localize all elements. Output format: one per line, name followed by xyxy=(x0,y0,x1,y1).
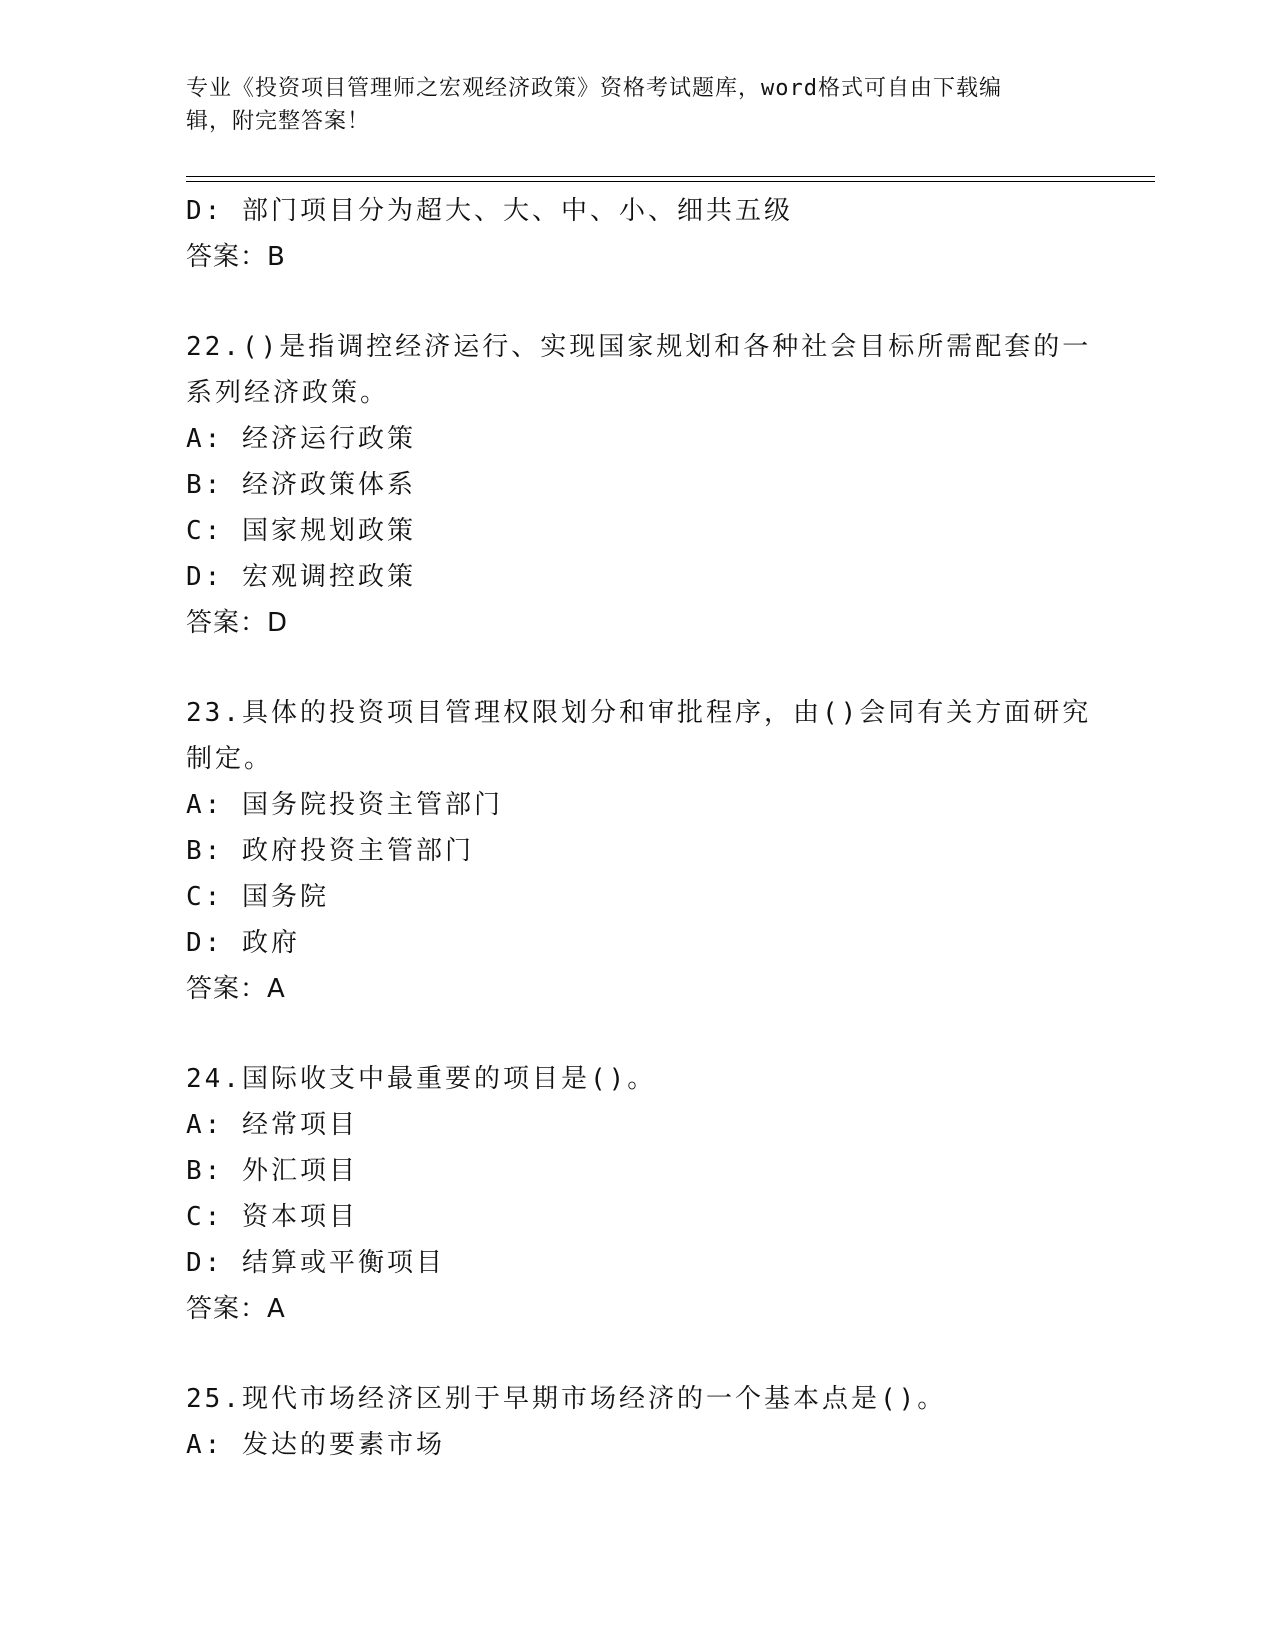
question-23 xyxy=(186,690,1092,1012)
option-a: A: 经常项目 xyxy=(186,1110,358,1140)
option-b: B: 外汇项目 xyxy=(186,1156,358,1186)
option-d: D: 政府 xyxy=(186,928,300,958)
option-a: A: 发达的要素市场 xyxy=(186,1430,445,1460)
document-header xyxy=(186,72,1066,138)
option-d: D: 结算或平衡项目 xyxy=(186,1248,445,1278)
question-stem: 25.现代市场经济区别于早期市场经济的一个基本点是()。 xyxy=(186,1384,947,1414)
answer: 答案：A xyxy=(186,1294,286,1324)
option-b: B: 经济政策体系 xyxy=(186,470,416,500)
question-22 xyxy=(186,324,1092,646)
header-line-1: 专业《投资项目管理师之宏观经济政策》资格考试题库，word格式可自由下载编 xyxy=(186,76,1002,101)
question-stem: 24.国际收支中最重要的项目是()。 xyxy=(186,1064,657,1094)
option-a: A: 国务院投资主管部门 xyxy=(186,790,503,820)
answer: 答案：D xyxy=(186,608,289,638)
question-list xyxy=(186,188,1092,1468)
option-c: C: 国务院 xyxy=(186,882,329,912)
question-24 xyxy=(186,1056,1086,1332)
header-rule-bottom xyxy=(186,181,1155,182)
option-d: D: 宏观调控政策 xyxy=(186,562,416,592)
header-line-2: 辑，附完整答案！ xyxy=(186,109,371,134)
previous-question-tail xyxy=(186,188,1086,280)
answer: 答案：B xyxy=(186,242,286,272)
option-c: C: 资本项目 xyxy=(186,1202,358,1232)
header-rule-top xyxy=(186,176,1155,177)
question-stem: 22.()是指调控经济运行、实现国家规划和各种社会目标所需配套的一 xyxy=(186,332,1092,362)
option-c: C: 国家规划政策 xyxy=(186,516,416,546)
question-stem-continued: 系列经济政策。 xyxy=(186,378,390,408)
question-stem-continued: 制定。 xyxy=(186,744,274,774)
answer: 答案：A xyxy=(186,974,286,1004)
question-25 xyxy=(186,1376,1086,1468)
option-b: B: 政府投资主管部门 xyxy=(186,836,474,866)
question-stem: 23.具体的投资项目管理权限划分和审批程序，由()会同有关方面研究 xyxy=(186,698,1092,728)
option-d: D: 部门项目分为超大、大、中、小、细共五级 xyxy=(186,196,793,226)
option-a: A: 经济运行政策 xyxy=(186,424,416,454)
